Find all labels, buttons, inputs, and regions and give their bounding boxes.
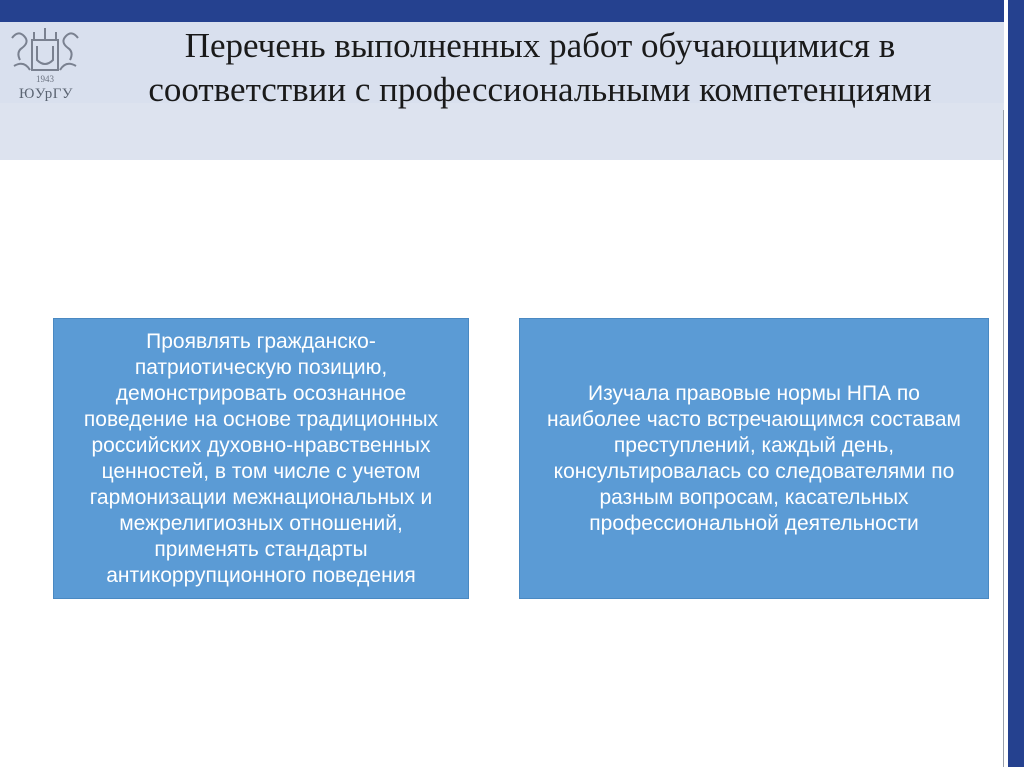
work-performed-box — [519, 318, 989, 599]
logo-text: ЮУрГУ — [18, 86, 73, 102]
right-divider-line — [1003, 110, 1004, 767]
work-performed-text: Изучала правовые нормы НПА по наиболее часто встречающимся составам преступлений, каждый день, консультировалась со следователями по разным вопросам, касательных профессиональной деятельности — [547, 381, 961, 535]
right-accent-bar — [1008, 0, 1024, 767]
competence-text: Проявлять гражданско-патриотическую позицию, демонстрировать осознанное поведение на основе традиционных российских духовно-нравственных ценностей, в том числе с учетом гармонизации межнациональных и межрелигиозных отношений, применять стандарты антикоррупционного поведения — [83, 329, 439, 587]
right-divider-white — [1004, 0, 1008, 767]
competence-box — [53, 318, 469, 599]
logo-year: 1943 — [36, 74, 54, 84]
page-title: Перечень выполненных работ обучающимися в соответствии с профессиональными компетенциями — [148, 26, 932, 109]
top-accent-bar — [0, 0, 1024, 22]
